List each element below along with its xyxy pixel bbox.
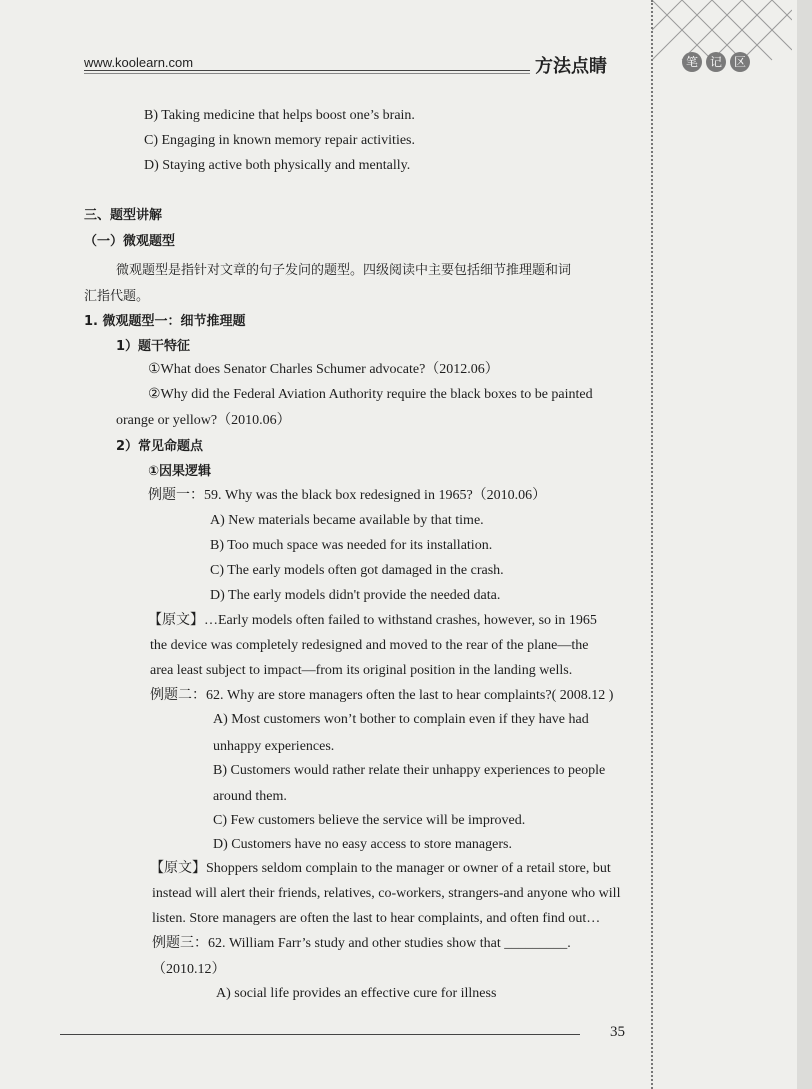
intro-paragraph: 微观题型是指针对文章的句子发问的题型。四级阅读中主要包括细节推理题和词: [116, 263, 572, 278]
notes-char: 区: [730, 52, 750, 72]
stem-example: ②Why did the Federal Aviation Authority require the black boxes to be painted: [148, 387, 593, 402]
example-option: C) Few customers believe the service will be improved.: [213, 813, 526, 828]
point-heading: 2）常见命题点: [116, 439, 204, 454]
example-option: D) Customers have no easy access to store managers.: [213, 837, 512, 852]
example-option: D) The early models didn't provide the needed data.: [210, 588, 501, 603]
example-question: 例题二：62. Why are store managers often the last to hear complaints?( 2008.12 ): [150, 688, 614, 703]
header-url: www.koolearn.com: [84, 55, 194, 70]
example-question: 例题三：62. William Farr’s study and other studies show that _________.: [152, 936, 571, 951]
stem-example-cont: orange or yellow?（2010.06）: [116, 413, 291, 428]
option-d: D) Staying active both physically and mentally.: [144, 158, 411, 173]
option-c: C) Engaging in known memory repair activities.: [144, 133, 415, 148]
example-option-cont: unhappy experiences.: [213, 739, 335, 754]
example-option: B) Too much space was needed for its installation.: [210, 538, 493, 553]
notes-margin-divider: [651, 0, 653, 1089]
point-heading: 1）题干特征: [116, 339, 191, 354]
intro-paragraph-cont: 汇指代题。: [84, 289, 150, 304]
corner-lattice-decoration: [652, 0, 792, 100]
example-question-cont: （2010.12）: [152, 962, 226, 977]
notes-char: 记: [706, 52, 726, 72]
example-option: C) The early models often got damaged in the crash.: [210, 563, 504, 578]
type-heading: 1. 微观题型一：细节推理题: [84, 314, 246, 329]
logic-heading: ①因果逻辑: [148, 464, 212, 479]
header-rule-thin: [84, 73, 530, 74]
subsection-heading: （一）微观题型: [84, 234, 176, 249]
example-option: A) social life provides an effective cure for illness: [216, 986, 497, 1001]
source-text: instead will alert their friends, relatives, co-workers, strangers-and anyone who will: [152, 886, 621, 901]
notes-area-label: [682, 52, 750, 72]
example-option: B) Customers would rather relate their unhappy experiences to people: [213, 763, 606, 778]
source-text: area least subject to impact—from its original position in the landing wells.: [150, 663, 573, 678]
section-heading: 三、题型讲解: [84, 208, 163, 223]
example-question: 例题一：59. Why was the black box redesigned in 1965?（2010.06）: [148, 488, 547, 503]
page-edge: [797, 0, 812, 1089]
stem-example: ①What does Senator Charles Schumer advocate?（2012.06）: [148, 362, 499, 377]
example-option-cont: around them.: [213, 789, 287, 804]
footer-rule: [60, 1034, 580, 1035]
source-text: listen. Store managers are often the last to hear complaints, and often find out…: [152, 911, 601, 926]
header-rule: [84, 70, 530, 71]
page-number: 35: [610, 1024, 625, 1040]
source-text: 【原文】…Early models often failed to withstand crashes, however, so in 1965: [148, 613, 597, 628]
notes-char: 笔: [682, 52, 702, 72]
source-text: 【原文】Shoppers seldom complain to the manager or owner of a retail store, but: [150, 861, 611, 876]
example-option: A) New materials became available by that time.: [210, 513, 484, 528]
example-option: A) Most customers won’t bother to complain even if they have had: [213, 712, 589, 727]
header-title: 方法点睛: [535, 56, 607, 77]
source-text: the device was completely redesigned and moved to the rear of the plane—the: [150, 638, 589, 653]
option-b: B) Taking medicine that helps boost one’s brain.: [144, 108, 415, 123]
